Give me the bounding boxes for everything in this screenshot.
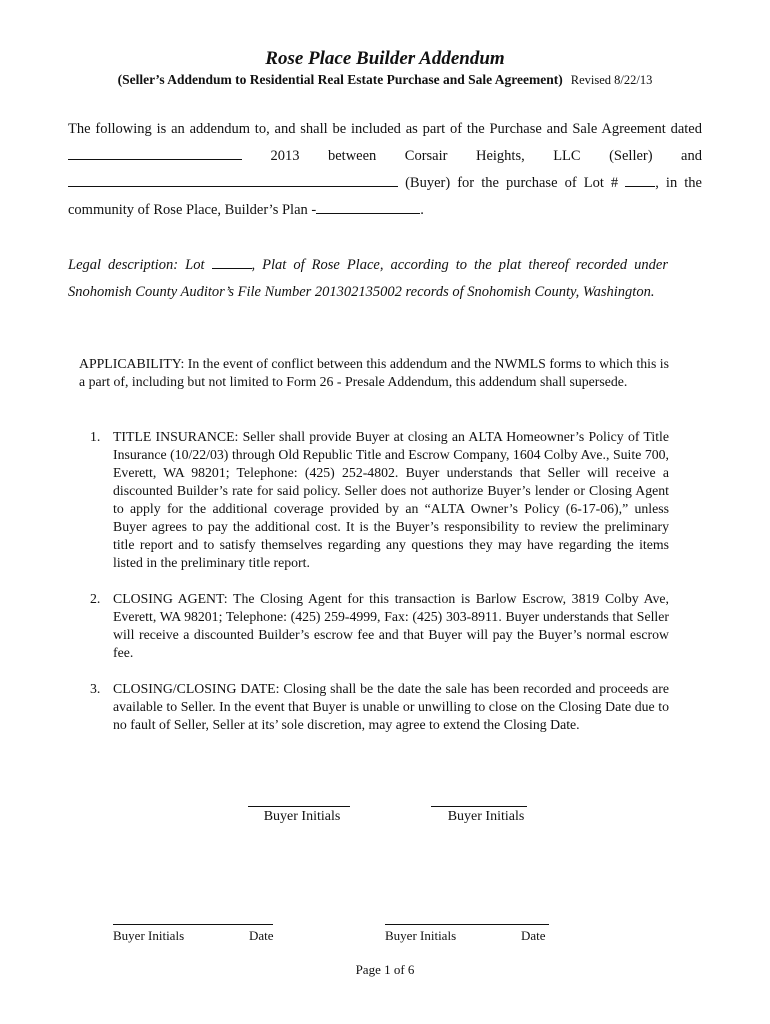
intro-paragraph	[68, 116, 702, 224]
list-item-title-insurance	[79, 428, 669, 572]
item-text: CLOSING/CLOSING DATE: Closing shall be the date the sale has been recorded and proceeds are available to Seller. In the event that Buyer is unable or unwilling to close on the Closing Date due to no fault of Seller, Seller at its’ sole discretion, may agree to extend the Closing Date.	[113, 681, 669, 732]
item-text: TITLE INSURANCE: Seller shall provide Buyer at closing an ALTA Homeowner’s Policy of Title Insurance (10/22/03) through Old Republic Title and Escrow Company, 1604 Colby Ave., Suite 700, Everett, WA 98201; Telephone: (425) 252-4802. Buyer understands that Seller will receive a discounted Builder’s rate for said policy. Seller does not authorize Buyer’s lender or Closing Agent to apply for the additional coverage provided by an “ALTA Owner’s Policy (6-17-06),” unless Buyer agrees to pay the additional cost. It is the Buyer’s responsibility to review the preliminary title report and to satisfy themselves regarding any questions they may have regarding the items listed in the preliminary title report.	[113, 429, 669, 570]
buyer-initials-field-2[interactable]	[431, 796, 527, 825]
initials-label: Buyer Initials	[385, 928, 457, 943]
numbered-list	[79, 428, 669, 752]
legal-text-2: , Plat of Rose Place, according to the plat thereof recorded under Snohomish County Auditor’s File Number 201302135002 records of Snohomish County, Washington.	[68, 257, 668, 300]
buyer-initials-date-1[interactable]	[113, 908, 273, 946]
document-subtitle	[0, 72, 770, 88]
subtitle-text: (Seller’s Addendum to Residential Real Estate Purchase and Sale Agreement)	[117, 72, 563, 87]
legal-description	[68, 252, 668, 306]
builder-plan-blank[interactable]	[316, 199, 420, 214]
legal-text-1: Legal description: Lot	[68, 257, 212, 273]
intro-text-3: (Buyer) for the purchase of Lot #	[398, 175, 626, 191]
applicability-text: APPLICABILITY: In the event of conflict between this addendum and the NWMLS forms to which this is a part of, including but not limited to Form 26 - Presale Addendum, this addendum shall supersede.	[79, 356, 669, 389]
buyer-initials-field-1[interactable]	[248, 796, 350, 825]
initials-line	[248, 796, 350, 807]
buyer-initials-date-2[interactable]	[385, 908, 549, 946]
intro-text-2: 2013 between Corsair Heights, LLC (Seller) and	[242, 148, 702, 164]
revised-date: Revised 8/22/13	[570, 73, 653, 87]
item-text: CLOSING AGENT: The Closing Agent for this transaction is Barlow Escrow, 3819 Colby Ave, Everett, WA 98201; Telephone: (425) 259-4999, Fax: (425) 303-8911. Buyer understands that Seller will receive a discounted Builder’s escrow fee and that Buyer will pay the Buyer’s normal escrow fee.	[113, 591, 669, 660]
initials-date-row	[0, 908, 770, 948]
initials-line	[431, 796, 527, 807]
document-title: Rose Place Builder Addendum	[265, 48, 505, 69]
initials-label: Buyer Initials	[447, 809, 525, 824]
applicability-paragraph	[79, 355, 669, 391]
signature-line	[385, 908, 549, 925]
list-item-closing-agent	[79, 590, 669, 662]
signature-line	[113, 908, 273, 925]
list-item-closing-date	[79, 680, 669, 734]
page-number: Page 1 of 6	[355, 962, 415, 977]
agreement-date-blank[interactable]	[68, 145, 242, 160]
item-number: 1.	[90, 429, 101, 444]
buyer-name-blank[interactable]	[68, 172, 398, 187]
lot-number-blank[interactable]	[625, 172, 655, 187]
item-number: 2.	[90, 591, 101, 606]
date-label: Date	[249, 928, 274, 943]
intro-text-5: .	[420, 202, 424, 218]
date-label: Date	[521, 928, 546, 943]
legal-lot-blank[interactable]	[212, 254, 252, 269]
initials-label: Buyer Initials	[113, 928, 185, 943]
item-number: 3.	[90, 681, 101, 696]
initials-label: Buyer Initials	[263, 809, 341, 824]
initials-row-top	[0, 796, 770, 836]
intro-text-1: The following is an addendum to, and shall be included as part of the Purchase and Sale Agreement dated	[68, 121, 702, 137]
intro-text-4: , in the community of Rose Place, Builder’s Plan -	[68, 175, 702, 218]
